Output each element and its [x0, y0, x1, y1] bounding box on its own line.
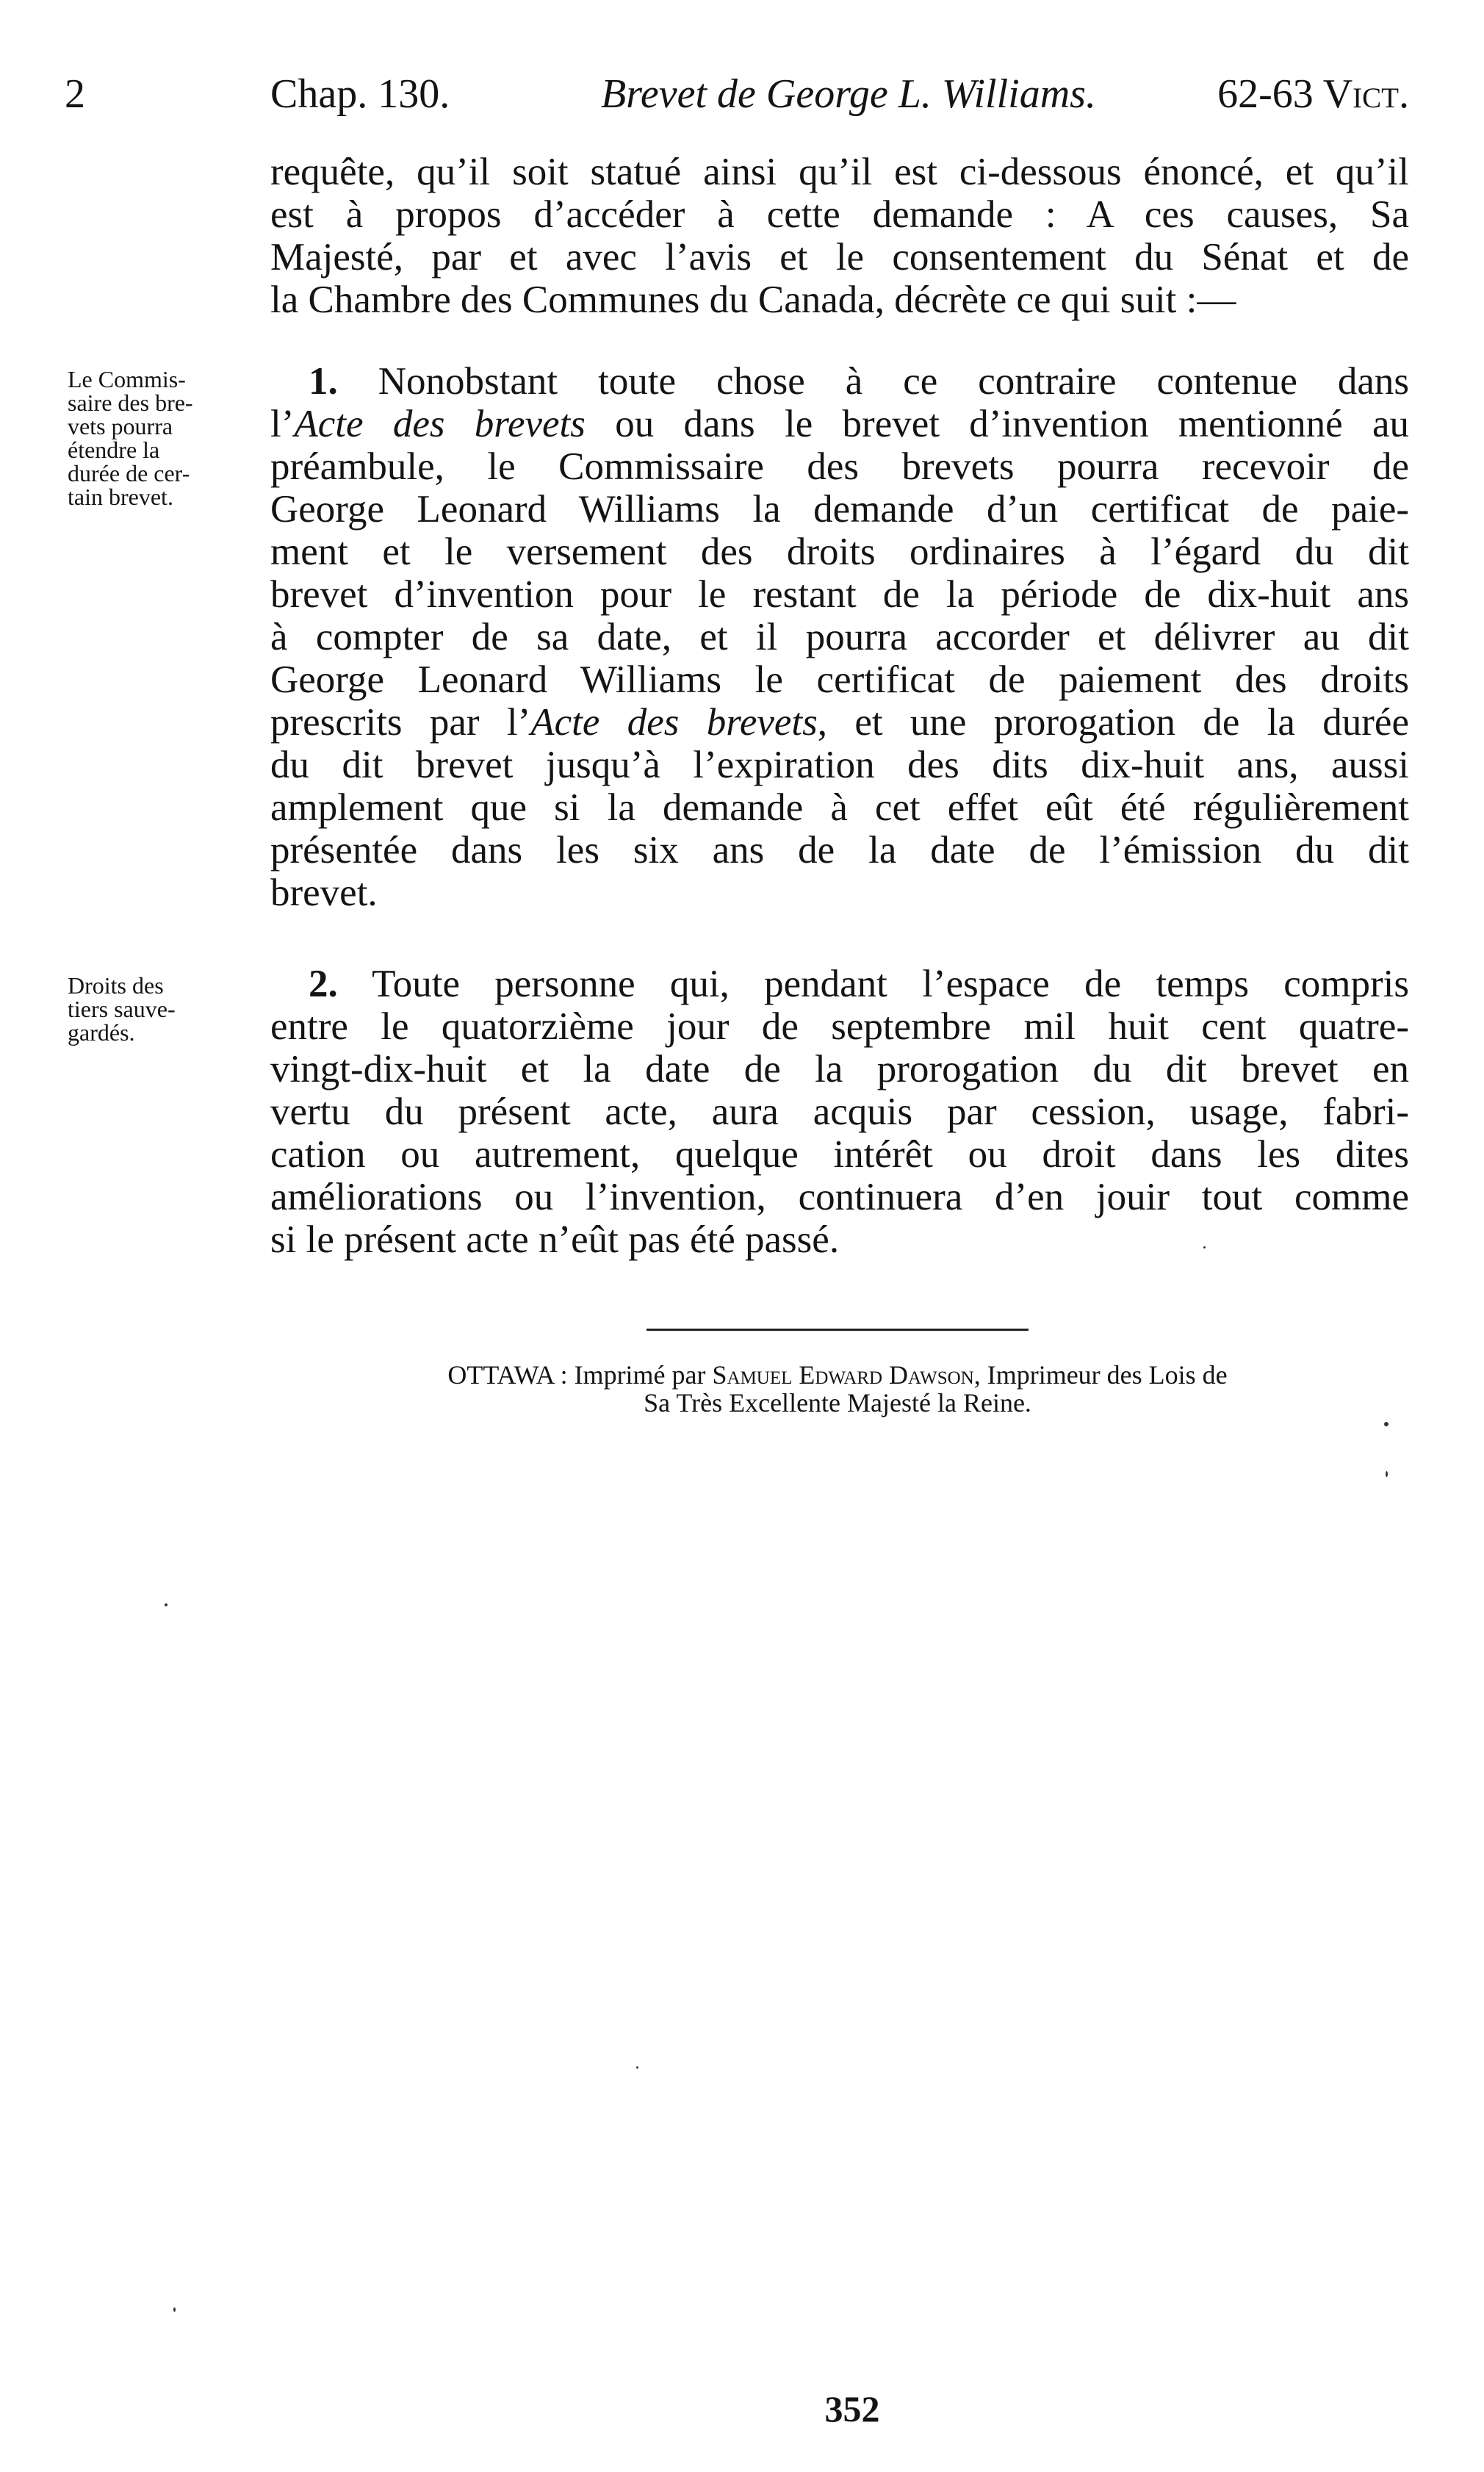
text-line: si le présent acte n’eût pas été passé.	[270, 1218, 840, 1261]
text-line: entre le quatorzième jour de septembre mil huit cent quatre-	[270, 1005, 1409, 1048]
text-line: présentée dans les six ans de la date de l’émission du dit	[270, 829, 1409, 872]
margin-note-line: Droits des	[68, 972, 164, 999]
text-fragment: Toute personne qui, pendant l’espace de temps compris	[372, 963, 1409, 1005]
text-line: vertu du présent acte, aura acquis par cession, usage, fabri-	[270, 1091, 1409, 1133]
text-line: amplement que si la demande à cet effet eût été régulièrement	[270, 786, 1409, 829]
scan-speck	[173, 2307, 176, 2312]
text-line: requête, qu’il soit statué ainsi qu’il est ci-dessous énoncé, et qu’il	[270, 151, 1409, 193]
margin-note-line: vets pourra	[68, 413, 173, 439]
text-line: cation ou autrement, quelque intérêt ou droit dans les dites	[270, 1133, 1409, 1176]
margin-note-line: gardés.	[68, 1019, 135, 1046]
text-line	[270, 701, 1409, 744]
header-page-number: 2	[65, 71, 85, 117]
text-line: George Leonard Williams la demande d’un certificat de paie-	[270, 488, 1409, 531]
scan-speck	[1386, 1471, 1388, 1477]
text-line: George Leonard Williams le certificat de paiement des droits	[270, 658, 1409, 701]
text-line: brevet.	[270, 872, 378, 914]
printer-imprint	[294, 1361, 1381, 1417]
margin-note-line: durée de cer-	[68, 460, 190, 486]
text-line	[270, 963, 1409, 1005]
section-2	[270, 963, 1409, 1261]
text-fragment: ou dans le brevet d’invention mentionné au	[585, 403, 1409, 445]
printer-name: Samuel Edward Dawson	[712, 1360, 974, 1390]
text-line	[270, 360, 1409, 403]
text-line: est à propos d’accéder à cette demande : A ces causes, Sa	[270, 193, 1409, 236]
scan-speck	[1203, 1246, 1206, 1248]
text-line: Majesté, par et avec l’avis et le consentement du Sénat et de	[270, 236, 1409, 279]
text-line: préambule, le Commissaire des brevets pourra recevoir de	[270, 445, 1409, 488]
margin-note-section-1	[68, 367, 244, 509]
header-title: Brevet de George L. Williams.	[601, 71, 1096, 117]
text-fragment: Nonobstant toute chose à ce contraire contenue dans	[378, 360, 1409, 403]
header-regnal-year: 62-63 Vict.	[1217, 71, 1409, 117]
text-line: du dit brevet jusqu’à l’expiration des dits dix-huit ans, aussi	[270, 744, 1409, 786]
text-line: à compter de sa date, et il pourra accorder et délivrer au dit	[270, 616, 1409, 658]
text-fragment: l’	[270, 403, 295, 445]
text-fragment: , Imprimeur des Lois de	[973, 1360, 1228, 1390]
imprint-line: Sa Très Excellente Majesté la Reine.	[644, 1388, 1031, 1418]
running-header	[65, 65, 1409, 123]
scan-speck	[1384, 1422, 1388, 1426]
margin-note-line: saire des bre-	[68, 389, 193, 416]
text-line: améliorations ou l’invention, continuera d’en jouir tout comme	[270, 1176, 1409, 1218]
statute-title: Acte des brevets	[294, 403, 586, 445]
section-number: 1.	[309, 360, 338, 403]
scan-speck	[636, 2066, 638, 2069]
margin-note-section-2	[68, 974, 244, 1044]
preamble-continuation	[270, 151, 1409, 321]
text-line: vingt-dix-huit et la date de la prorogation du dit brevet en	[270, 1048, 1409, 1091]
text-fragment: , et une prorogation de la durée	[817, 701, 1409, 744]
margin-note-line: tain brevet.	[68, 484, 173, 510]
margin-note-line: étendre la	[68, 436, 160, 463]
text-line: la Chambre des Communes du Canada, décrète ce qui suit :—	[270, 279, 1236, 321]
section-number: 2.	[309, 963, 338, 1005]
text-line: brevet d’invention pour le restant de la période de dix-huit ans	[270, 573, 1409, 616]
section-1	[270, 360, 1409, 914]
text-fragment: OTTAWA : Imprimé par	[447, 1360, 713, 1390]
header-chapter: Chap. 130.	[270, 71, 450, 117]
margin-note-line: Le Commis-	[68, 366, 186, 392]
scan-speck	[165, 1603, 168, 1606]
statute-title: Acte des brevets	[530, 701, 818, 744]
text-fragment: prescrits par l’	[270, 701, 531, 744]
text-line	[270, 403, 1409, 445]
margin-note-line: tiers sauve-	[68, 996, 176, 1022]
imprint-line	[294, 1361, 1381, 1389]
folio-page-number: 352	[824, 2388, 880, 2429]
separator-rule	[646, 1329, 1029, 1331]
text-line: ment et le versement des droits ordinaires à l’égard du dit	[270, 531, 1409, 573]
